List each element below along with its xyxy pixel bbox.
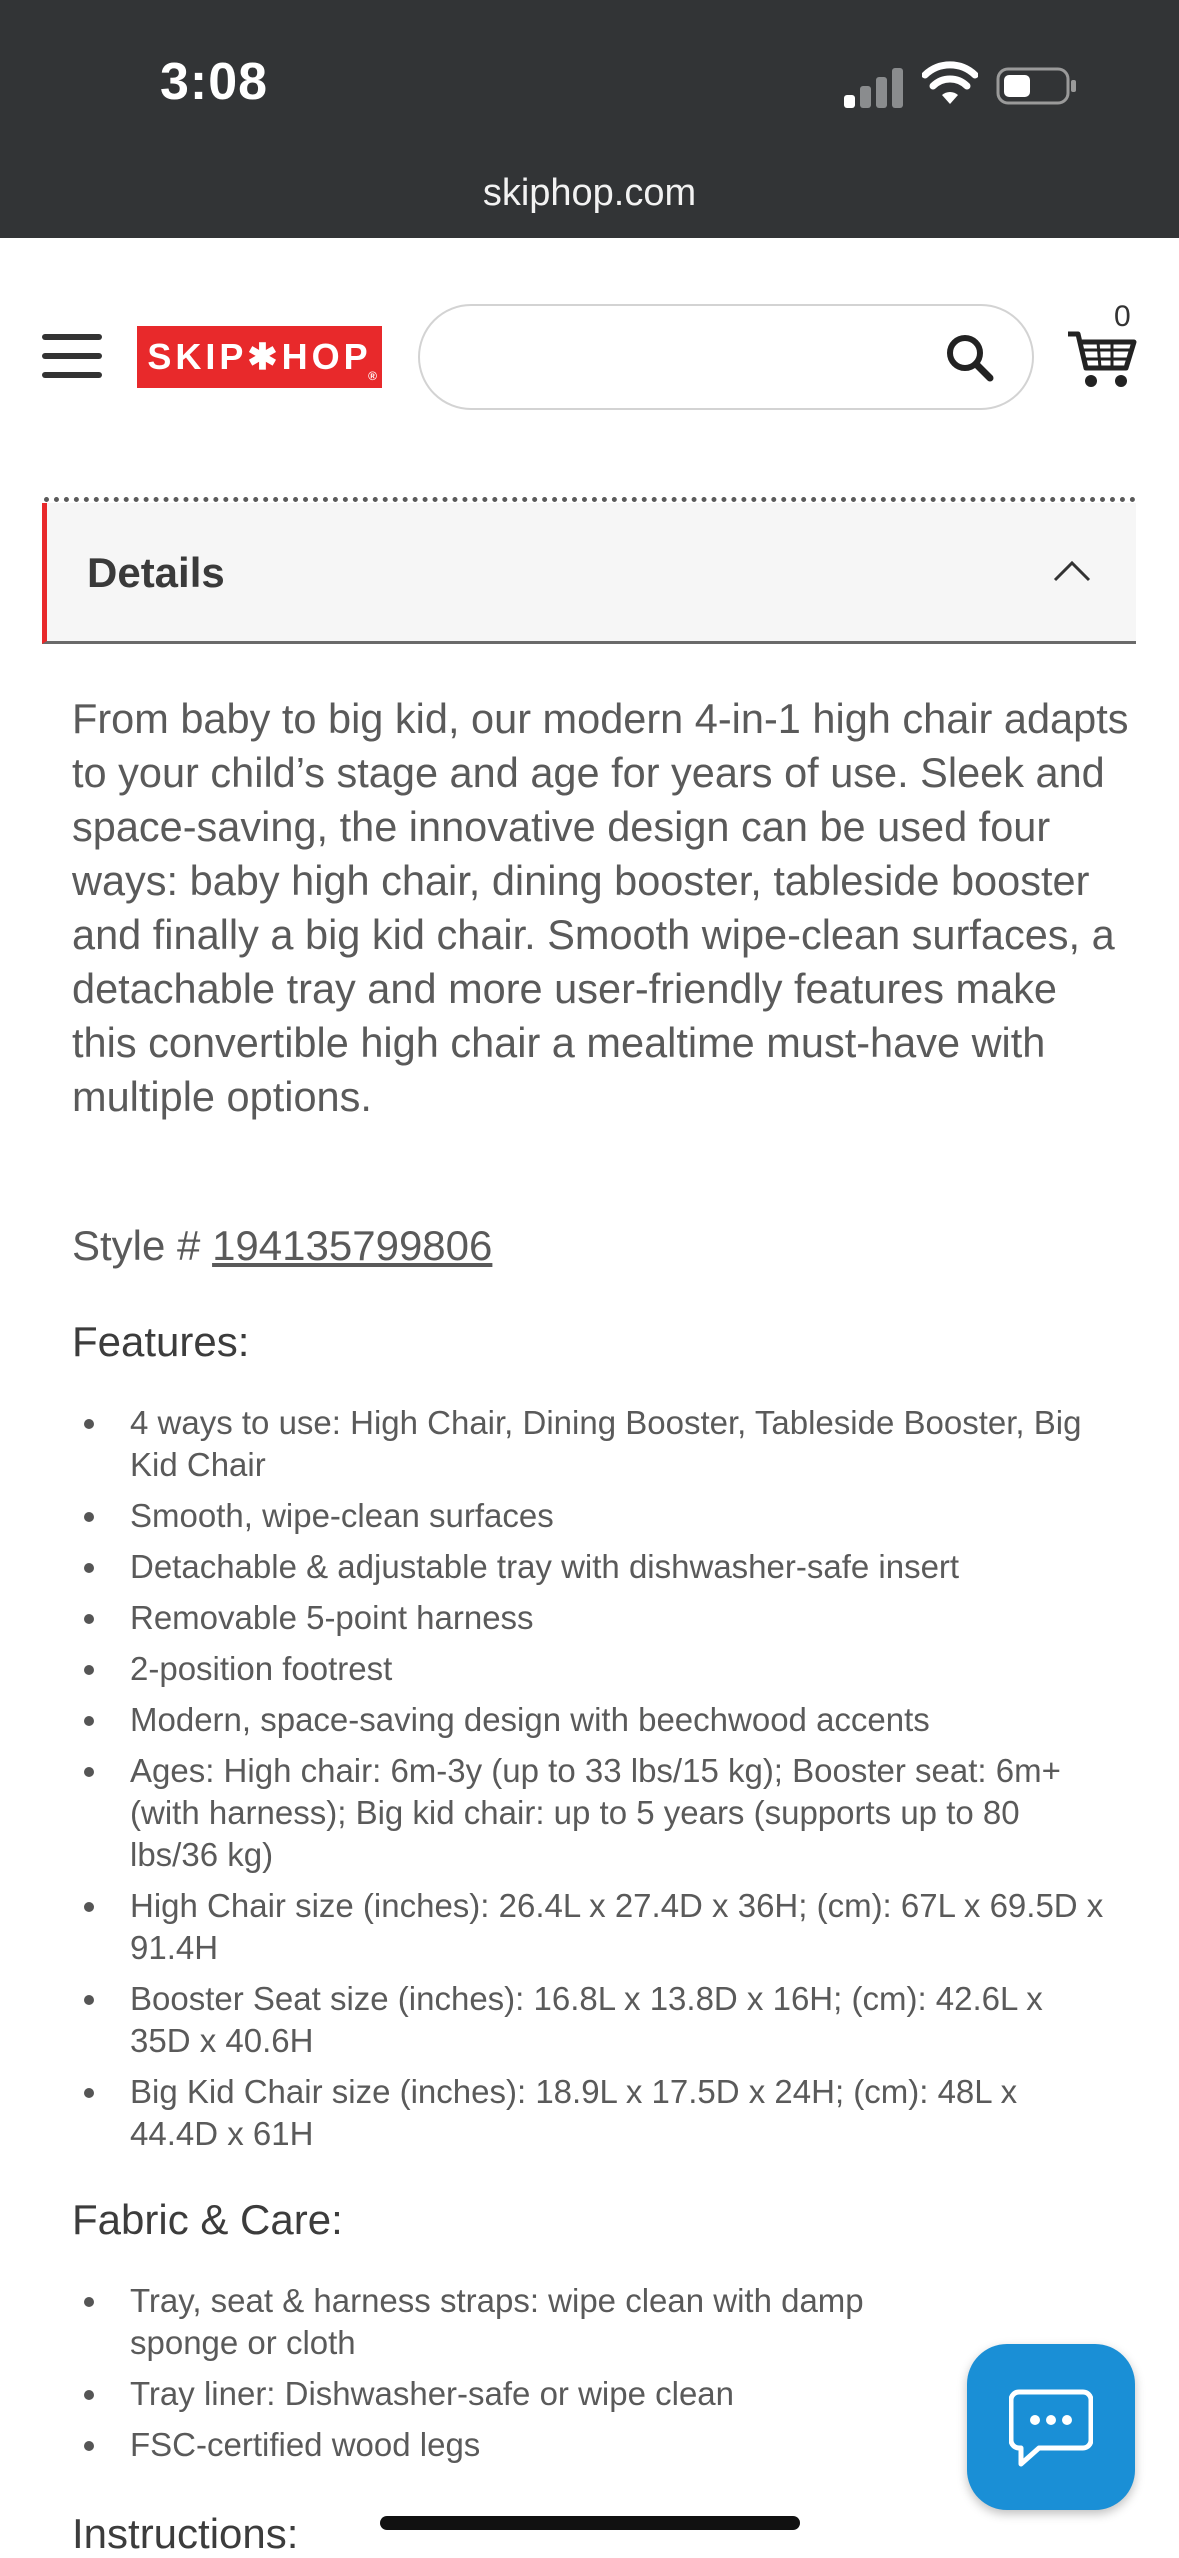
details-title: Details (87, 549, 225, 596)
hamburger-menu-icon[interactable] (42, 334, 102, 378)
chat-bubble-icon (1009, 2388, 1093, 2468)
section-divider (44, 497, 1136, 502)
wifi-icon (922, 60, 978, 108)
home-indicator[interactable] (380, 2516, 800, 2530)
chat-button[interactable] (967, 2344, 1135, 2510)
list-item: Smooth, wipe-clean surfaces (72, 1495, 1112, 1537)
list-item: Big Kid Chair size (inches): 18.9L x 17.5D x 24H; (cm): 48L x 44.4D x 61H (72, 2071, 1112, 2155)
search-icon[interactable] (944, 332, 996, 384)
logo-registered-mark: ® (368, 369, 377, 383)
cellular-signal-icon (844, 66, 904, 108)
list-item: Tray liner: Dishwasher-safe or wipe clean (72, 2373, 952, 2415)
list-item: Removable 5-point harness (72, 1597, 1112, 1639)
care-list (72, 2280, 952, 2475)
details-accordion-header[interactable] (42, 503, 1136, 644)
product-description: From baby to big kid, our modern 4-in-1 high chair adapts to your child’s stage and age for years of use. Sleek and space-saving, the innovative design can be used four ways: baby high chair, dining booster, tableside booster and finally a big kid chair. Smooth wipe-clean surfaces, a detachable tray and more user-friendly features make this convertible high chair a mealtime must-have with multiple options. (72, 695, 1129, 1120)
list-item: High Chair size (inches): 26.4L x 27.4D x 36H; (cm): 67L x 69.5D x 91.4H (72, 1885, 1112, 1969)
logo-text: SKIP✱HOP (147, 336, 372, 377)
care-heading: Fabric & Care: (72, 2196, 343, 2243)
skip-hop-logo[interactable] (137, 326, 382, 388)
list-item: FSC-certified wood legs (72, 2424, 952, 2466)
list-item: Ages: High chair: 6m-3y (up to 33 lbs/15 kg); Booster seat: 6m+ (with harness); Big kid chair: up to 5 years (supports up to 80 lbs/36 kg) (72, 1750, 1112, 1876)
cart-count-badge: 0 (1114, 300, 1131, 333)
battery-icon (996, 66, 1078, 106)
browser-top-bar (0, 0, 1179, 238)
address-bar-url[interactable]: skiphop.com (482, 172, 697, 214)
status-time: 3:08 (160, 53, 269, 111)
list-item: Tray, seat & harness straps: wipe clean with damp sponge or cloth (72, 2280, 952, 2364)
list-item: 4 ways to use: High Chair, Dining Booster, Tableside Booster, Big Kid Chair (72, 1402, 1112, 1486)
list-item: Modern, space-saving design with beechwood accents (72, 1699, 1112, 1741)
list-item: Booster Seat size (inches): 16.8L x 13.8D x 16H; (cm): 42.6L x 35D x 40.6H (72, 1978, 1112, 2062)
search-input[interactable] (418, 304, 1034, 410)
features-list (72, 1402, 1112, 2164)
style-label: Style # (72, 1222, 213, 1269)
list-item: Detachable & adjustable tray with dishwasher-safe insert (72, 1546, 1112, 1588)
style-number-line (72, 1222, 492, 1270)
style-number-link[interactable]: 194135799806 (212, 1222, 493, 1269)
list-item: 2-position footrest (72, 1648, 1112, 1690)
instructions-heading: Instructions: (72, 2510, 299, 2557)
features-heading: Features: (72, 1318, 250, 1365)
cart-icon[interactable] (1066, 328, 1138, 390)
chevron-up-icon[interactable] (1052, 559, 1092, 583)
